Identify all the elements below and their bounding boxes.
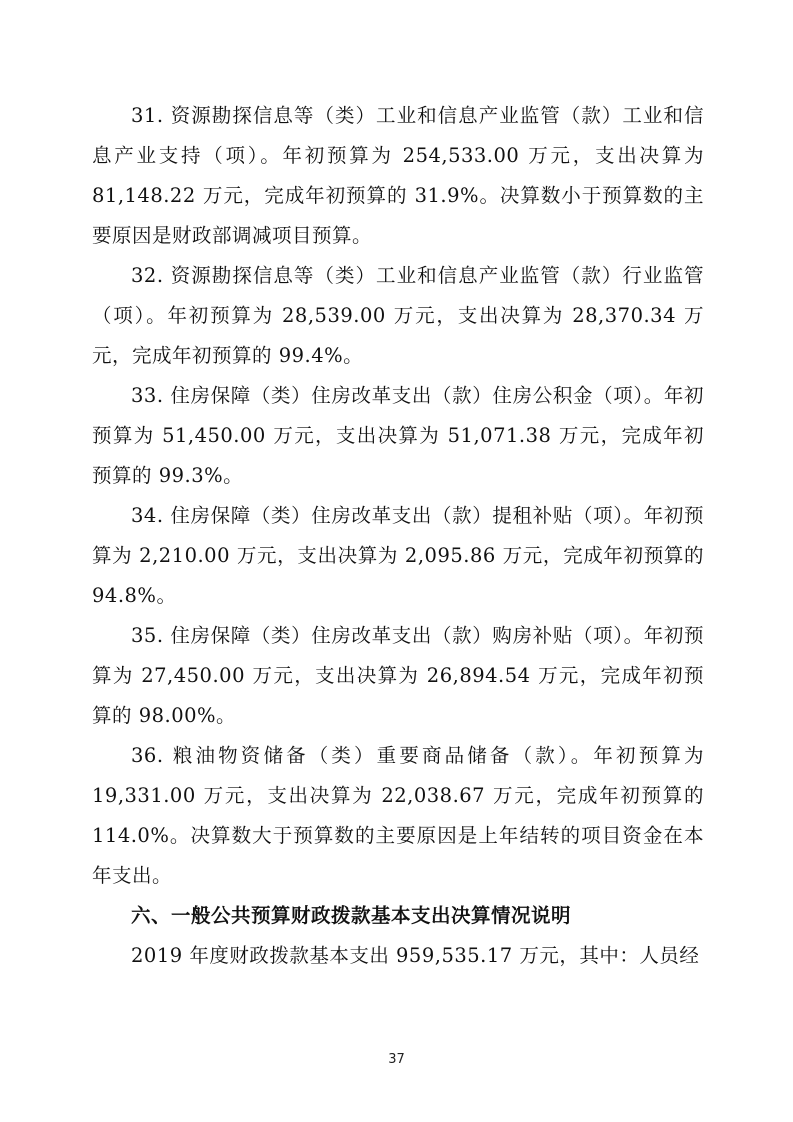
paragraph-item-31: 31. 资源勘探信息等（类）工业和信息产业监管（款）工业和信息产业支持（项）。年初预算为 254,533.00 万元，支出决算为 81,148.22 万元，完成年初预算的 31.9%。决算数小于预算数的主要原因是财政部调减项目预算。 [92, 104, 704, 247]
document-body [92, 96, 704, 976]
paragraph-item-32: 32. 资源勘探信息等（类）工业和信息产业监管（款）行业监管（项）。年初预算为 28,539.00 万元，支出决算为 28,370.34 万元，完成年初预算的 99.4%。 [92, 264, 704, 367]
paragraph-item-36: 36. 粮油物资储备（类）重要商品储备（款）。年初预算为 19,331.00 万元，支出决算为 22,038.67 万元，完成年初预算的 114.0%。决算数大于预算数的主要原因是上年结转的项目资金在本年支出。 [92, 744, 704, 887]
closing-paragraph: 2019 年度财政拨款基本支出 959,535.17 万元，其中：人员经 [131, 944, 700, 967]
section-heading: 六、一般公共预算财政拨款基本支出决算情况说明 [131, 904, 572, 927]
page-number: 37 [388, 1052, 405, 1067]
paragraph-item-34: 34. 住房保障（类）住房改革支出（款）提租补贴（项）。年初预算为 2,210.00 万元，支出决算为 2,095.86 万元，完成年初预算的 94.8%。 [92, 504, 704, 607]
paragraph-item-35: 35. 住房保障（类）住房改革支出（款）购房补贴（项）。年初预算为 27,450.00 万元，支出决算为 26,894.54 万元，完成年初预算的 98.00%。 [92, 624, 704, 727]
paragraph-item-33: 33. 住房保障（类）住房改革支出（款）住房公积金（项）。年初预算为 51,450.00 万元，支出决算为 51,071.38 万元，完成年初预算的 99.3%。 [92, 384, 704, 487]
